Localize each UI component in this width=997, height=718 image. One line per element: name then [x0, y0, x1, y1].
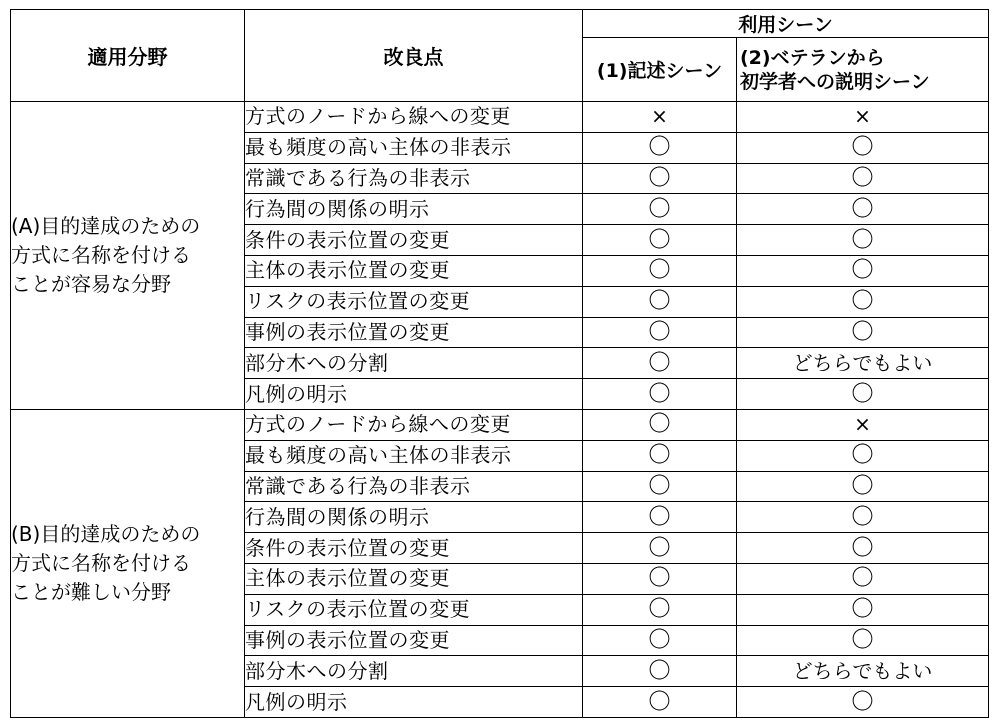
improvement-cell: 主体の表示位置の変更: [245, 255, 583, 286]
improvement-cell: 方式のノードから線への変更: [245, 102, 583, 133]
field-label-line: ことが難しい分野: [11, 579, 171, 604]
scene1-cell: 〇: [583, 594, 737, 625]
scene2-cell: 〇: [737, 255, 989, 286]
table-row: [11, 409, 989, 440]
improvement-cell: 事例の表示位置の変更: [245, 625, 583, 656]
improvement-table: [10, 9, 989, 718]
scene1-cell: 〇: [583, 533, 737, 564]
improvement-cell: 主体の表示位置の変更: [245, 563, 583, 594]
improvement-cell: リスクの表示位置の変更: [245, 594, 583, 625]
improvement-cell: 行為間の関係の明示: [245, 194, 583, 225]
scene2-cell: 〇: [737, 132, 989, 163]
scene1-cell: 〇: [583, 225, 737, 256]
scene2-cell: 〇: [737, 594, 989, 625]
scene1-cell: 〇: [583, 502, 737, 533]
scene2-cell: 〇: [737, 225, 989, 256]
scene1-cell: 〇: [583, 625, 737, 656]
scene2-cell: 〇: [737, 471, 989, 502]
scene2-cell: ×: [737, 409, 989, 440]
improvement-cell: 方式のノードから線への変更: [245, 409, 583, 440]
scene2-cell: 〇: [737, 533, 989, 564]
field-cell: [11, 409, 245, 717]
improvement-cell: 最も頻度の高い主体の非表示: [245, 440, 583, 471]
field-label-line: (A)目的達成のための: [11, 213, 201, 238]
improvement-cell: 条件の表示位置の変更: [245, 533, 583, 564]
field-label-line: 方式に名称を付ける: [11, 550, 191, 575]
table-row: [11, 102, 989, 133]
scene2-cell: 〇: [737, 440, 989, 471]
improvement-cell: 常識である行為の非表示: [245, 471, 583, 502]
scene1-cell: 〇: [583, 409, 737, 440]
scene1-cell: 〇: [583, 348, 737, 379]
scene2-header-line1: (2)ベテランから: [740, 46, 885, 69]
scene1-cell: 〇: [583, 163, 737, 194]
improvement-cell: リスクの表示位置の変更: [245, 286, 583, 317]
improvement-cell: 最も頻度の高い主体の非表示: [245, 132, 583, 163]
field-cell: [11, 102, 245, 410]
scene2-cell: 〇: [737, 163, 989, 194]
scene1-cell: ×: [583, 102, 737, 133]
usage-scene-header: 利用シーン: [583, 10, 989, 38]
scene2-header: [737, 38, 989, 102]
scene1-cell: 〇: [583, 440, 737, 471]
scene2-cell: 〇: [737, 194, 989, 225]
improvement-cell: 部分木への分割: [245, 348, 583, 379]
scene2-cell: ×: [737, 102, 989, 133]
scene1-cell: 〇: [583, 255, 737, 286]
improvement-cell: 行為間の関係の明示: [245, 502, 583, 533]
field-label-line: ことが容易な分野: [11, 271, 171, 296]
scene2-cell: 〇: [737, 502, 989, 533]
scene1-header: (1)記述シーン: [583, 38, 737, 102]
scene1-cell: 〇: [583, 317, 737, 348]
improvement-cell: 常識である行為の非表示: [245, 163, 583, 194]
field-label-line: 方式に名称を付ける: [11, 242, 191, 267]
scene1-cell: 〇: [583, 656, 737, 687]
scene1-cell: 〇: [583, 132, 737, 163]
scene1-cell: 〇: [583, 471, 737, 502]
field-header: 適用分野: [11, 10, 245, 102]
improvement-cell: 事例の表示位置の変更: [245, 317, 583, 348]
improvement-cell: 凡例の明示: [245, 379, 583, 410]
scene1-cell: 〇: [583, 563, 737, 594]
scene2-cell: 〇: [737, 563, 989, 594]
scene2-cell: どちらでもよい: [737, 348, 989, 379]
scene1-cell: 〇: [583, 687, 737, 718]
field-label-line: (B)目的達成のための: [11, 521, 201, 546]
scene2-cell: 〇: [737, 687, 989, 718]
improvement-header: 改良点: [245, 10, 583, 102]
scene2-cell: 〇: [737, 286, 989, 317]
scene1-cell: 〇: [583, 286, 737, 317]
scene2-cell: 〇: [737, 379, 989, 410]
scene2-cell: どちらでもよい: [737, 656, 989, 687]
improvement-cell: 部分木への分割: [245, 656, 583, 687]
scene2-cell: 〇: [737, 625, 989, 656]
scene2-cell: 〇: [737, 317, 989, 348]
scene1-cell: 〇: [583, 379, 737, 410]
improvement-cell: 条件の表示位置の変更: [245, 225, 583, 256]
scene1-cell: 〇: [583, 194, 737, 225]
improvement-cell: 凡例の明示: [245, 687, 583, 718]
scene2-header-line2: 初学者への説明シーン: [740, 70, 930, 93]
